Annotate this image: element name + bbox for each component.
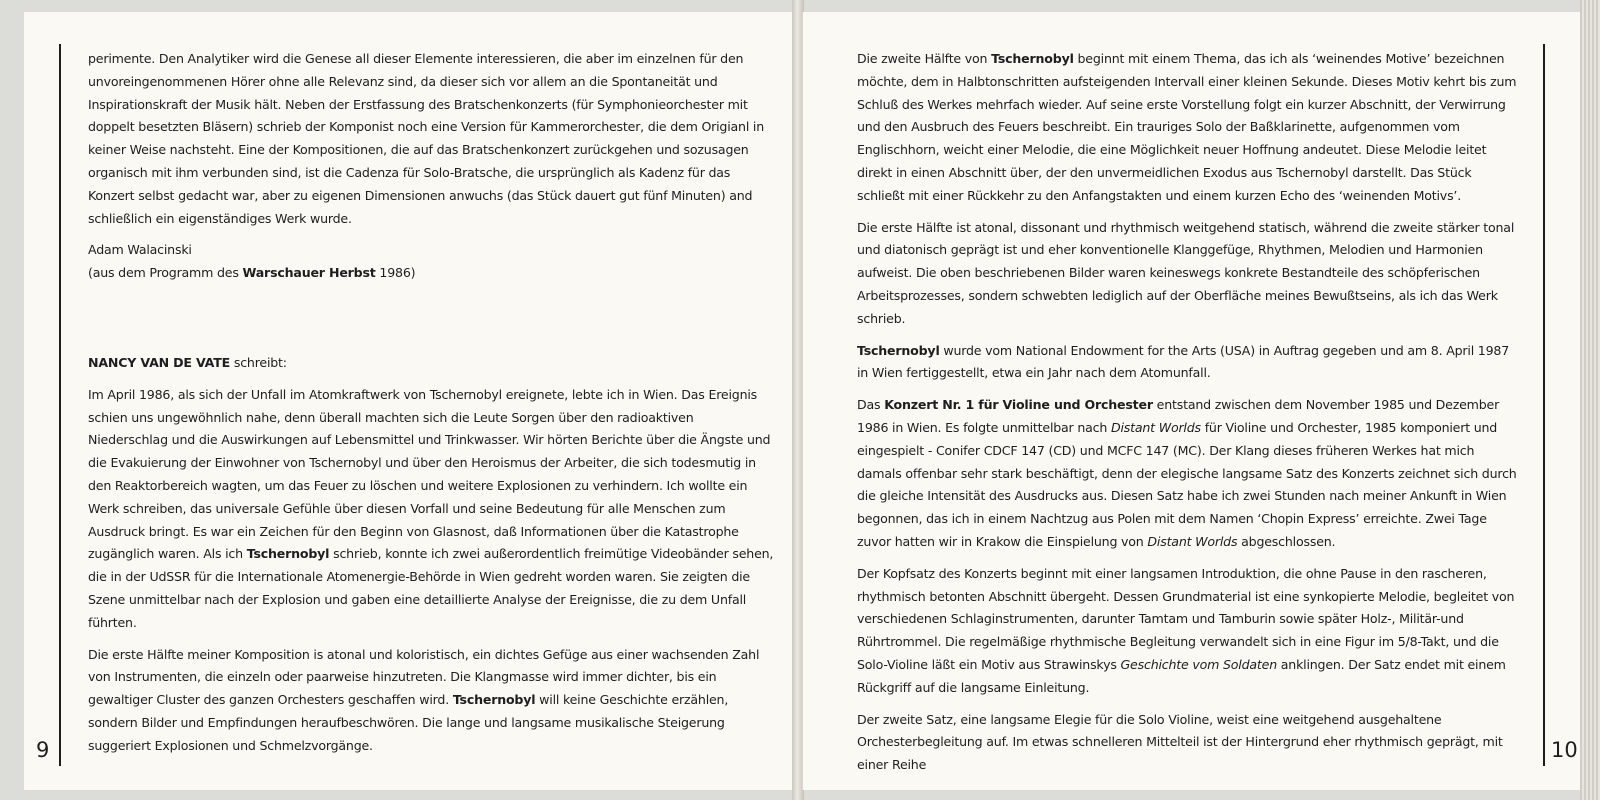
- paragraph: Die erste Hälfte ist atonal, dissonant und rhythmisch weitgehend statisch, während die zweite stärker tonal und diatonisch geprägt ist und eher konventionelle Klanggefüge, Rhythmen, Melodien und Harmonien aufweist. Die oben beschriebenen Bilder waren keineswegs konkrete Bestandteile des schöpferischen Arbeitsprozesses, sondern schwebten lediglich auf der Oberfläche meines Bewußtseins, als ich das Werk schrieb.: [857, 219, 1515, 326]
- right-page-text: [857, 48, 1517, 786]
- paragraph: Die erste Hälfte meiner Komposition is atonal und koloristisch, ein dichtes Gefüge aus einer wachsenden Zahl von Instrumenten, die einzeln oder paarweise hinzutreten. Die Klangmasse wird immer dichter, bis ein gewaltiger Cluster des ganzen Orchesters geschaffen wird. Tschernobyl will keine Geschichte erzählen, sondern Bilder und Empfindungen heraufbeschwören. Die lange und langsame musikalische Steigerung suggeriert Explosionen und Schmelzvorgänge.: [88, 646, 760, 753]
- paragraph: Im April 1986, als sich der Unfall im Atomkraftwerk von Tschernobyl ereignete, lebte ich in Wien. Das Ereignis schien uns ungewöhnlich nahe, denn überall machten sich die Leute Sorgen über den radioaktiven Niederschlag und die Auswirkungen auf Lebensmittel und Trinkwasser. Wir hörten Berichte über die Ängste und die Evakuierung der Einwohner von Tschernobyl und über den Heroismus der Arbeiter, die sich todesmutig in den Reaktorbereich wagten, um das Feuer zu löschen und weitere Explosionen zu verhindern. Ich wollte ein Werk schreiben, das universale Gefühle über diesen Vorfall und seine Bedeutung für alle Menschen zum Ausdruck bringt. Es war ein Zeichen für den Beginn von Glasnost, daß Informationen über die Katastrophe zugänglich waren. Als ich Tschernobyl schrieb, konnte ich zwei außerordentlich freimütige Videobänder sehen, die in der UdSSR für die Internationale Atomenergie-Behörde in Wien gedreht worden waren. Sie zeigten die Szene unmittelbar nach der Explosion und gaben eine detaillierte Analyse der Ereignisse, die zu dem Unfall führten.: [88, 386, 774, 630]
- left-page-text: [88, 48, 774, 767]
- paragraph: Der zweite Satz, eine langsame Elegie für die Solo Violine, weist eine weitgehend ausgehaltene Orchesterbegleitung auf. Im etwas schnelleren Mittelteil ist der Hintergrund eher rhythmisch geprägt, mit einer Reihe: [857, 711, 1503, 773]
- paragraph: Die zweite Hälfte von Tschernobyl beginnt mit einem Thema, das ich als ‘weinendes Motive’ bezeichnen möchte, dem in Halbtonschritten aufsteigenden Intervall einer kleinen Sekunde. Dieses Motiv kehrt bis zum Schluß des Werkes mehrfach wieder. Auf seine erste Vorstellung folgt ein kurzer Abschnitt, der Verwirrung und den Ausbruch des Feuers beschreibt. Ein trauriges Solo der Baßklarinette, aufgenommen vom Englischhorn, weicht einer Melodie, die eine Möglichkeit neuer Hoffnung andeutet. Diese Melodie leitet direkt in einen Abschnitt über, der den unvermeidlichen Exodus aus Tschernobyl darstellt. Das Stück schließt mit einer Rückkehr zu den Anfangstakten und einem kurzen Echo des ‘weinenden Motivs’.: [857, 51, 1517, 203]
- paragraph: Der Kopfsatz des Konzerts beginnt mit einer langsamen Introduktion, die ohne Pause in den rascheren, rhythmisch betonten Abschnitt übergeht. Dessen Grundmaterial ist eine synkopierte Melodie, begleitet von verschiedenen Schlaginstrumenten, darunter Tamtam und Tamburin sowie später Holz-, Militär-und Rührtrommel. Die regelmäßige rhythmische Begleitung verwandelt sich in eine Figur im 5/8-Takt, und die Solo-Violine läßt ein Motiv aus Strawinskys Geschichte vom Soldaten anklingen. Der Satz endet mit einem Rückgriff auf die langsame Einleitung.: [857, 565, 1515, 695]
- page-number-right: 10: [1551, 738, 1578, 762]
- right-margin-rule: [1543, 44, 1545, 766]
- paragraph: perimente. Den Analytiker wird die Genese all dieser Elemente interessieren, die aber im einzelnen für den unvoreingenommenen Hörer ohne alle Relevanz sind, da dieser sich vor allem an die Spontaneität und Inspirationskraft der Musik hält. Neben der Erstfassung des Bratschenkonzerts (für Symphonieorchester mit doppelt besetzten Bläsern) schrieb der Komponist noch eine Version für Kammerorchester, die dem Origianl in keiner Weise nachsteht. Eine der Kompositionen, die auf das Bratschenkonzert zurückgehen und sozusagen organisch mit ihm verbunden sind, ist die Cadenza für Solo-Bratsche, die ursprünglich als Kadenz für das Konzert selbst gedacht war, aber zu eigenen Dimensionen anwuchs (das Stück dauert gut fünf Minuten) and schließlich ein eigenständiges Werk wurde.: [88, 51, 765, 226]
- right-page: [802, 12, 1580, 790]
- page-number-left: 9: [36, 738, 50, 762]
- paragraph: Tschernobyl wurde vom National Endowment for the Arts (USA) in Auftrag gegeben und am 8. April 1987 in Wien fertiggestellt, etwa ein Jahr nach dem Atomunfall.: [857, 342, 1510, 381]
- left-page: [24, 12, 794, 790]
- left-margin-rule: [59, 44, 61, 766]
- author-name: Adam Walacinski: [88, 242, 192, 258]
- source-note: (aus dem Programm des Warschauer Herbst 1986): [88, 265, 416, 281]
- paragraph: Das Konzert Nr. 1 für Violine und Orchester entstand zwischen dem November 1985 und Dezember 1986 in Wien. Es folgte unmittelbar nach Distant Worlds für Violine und Orchester, 1985 komponiert und eingespielt - Conifer CDCF 147 (CD) und MCFC 147 (MC). Der Klang dieses früheren Werkes hat mich damals offenbar sehr stark beschäftigt, denn der elegische langsame Satz des Konzerts zeichnet sich durch die gleiche Intensität des Ausdrucks aus. Diesen Satz habe ich zwei Stunden nach meiner Ankunft in Wien begonnen, das ich in einem Nachtzug aus Polen mit dem Namen ‘Chopin Express’ erreichte. Zwei Tage zuvor hatten wir in Krakow die Einspielung von Distant Worlds abgeschlossen.: [857, 397, 1517, 549]
- section-heading: NANCY VAN DE VATE schreibt:: [88, 354, 287, 370]
- page-edges: [1580, 0, 1600, 800]
